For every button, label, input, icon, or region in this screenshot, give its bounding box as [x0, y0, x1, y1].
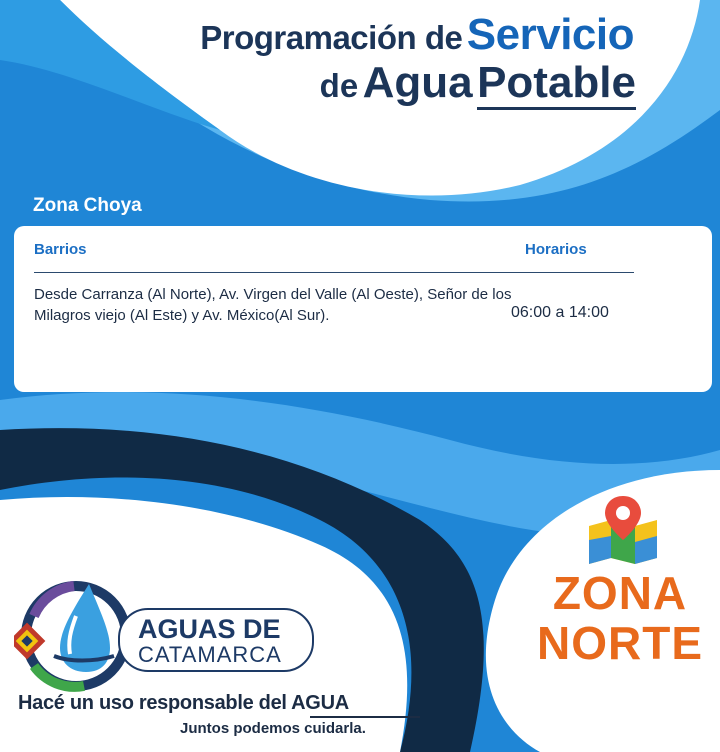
slogan-underline: [310, 716, 420, 718]
schedule-card: [14, 226, 712, 392]
page-title-line-1: [0, 10, 634, 60]
water-drop-logo-icon: [14, 576, 129, 694]
brand-line2: CATAMARCA: [138, 642, 282, 667]
title-line2-underlined: Potable: [477, 58, 636, 110]
brand-badge: [118, 608, 314, 672]
zona-norte-badge: [538, 496, 708, 569]
title-line2-small: de: [319, 67, 359, 104]
slogan: Hacé un uso responsable del AGUA: [18, 692, 349, 714]
brand-line1: AGUAS DE: [138, 614, 281, 644]
column-header-horarios: Horarios: [525, 241, 587, 258]
zona-norte-text: [530, 568, 710, 668]
zona-line2: NORTE: [537, 617, 703, 669]
map-pin-icon: [583, 496, 663, 564]
table-row-barrios: Desde Carranza (Al Norte), Av. Virgen del Valle (Al Oeste), Señor de los Milagros viejo (Al Este) y Av. México(Al Sur).: [34, 286, 512, 324]
zone-label: Zona Choya: [33, 195, 142, 216]
title-line1-small: Programación de: [200, 19, 463, 56]
tagline: Juntos podemos cuidarla.: [180, 720, 366, 737]
column-header-barrios: Barrios: [34, 241, 87, 258]
title-line1-big: Servicio: [466, 10, 634, 59]
zona-line1: ZONA: [552, 567, 688, 619]
header-divider: [34, 272, 634, 273]
title-line2-big: Agua: [362, 58, 473, 107]
page-title-line-2: [0, 58, 636, 108]
table-row-horarios: 06:00 a 14:00: [511, 304, 609, 321]
